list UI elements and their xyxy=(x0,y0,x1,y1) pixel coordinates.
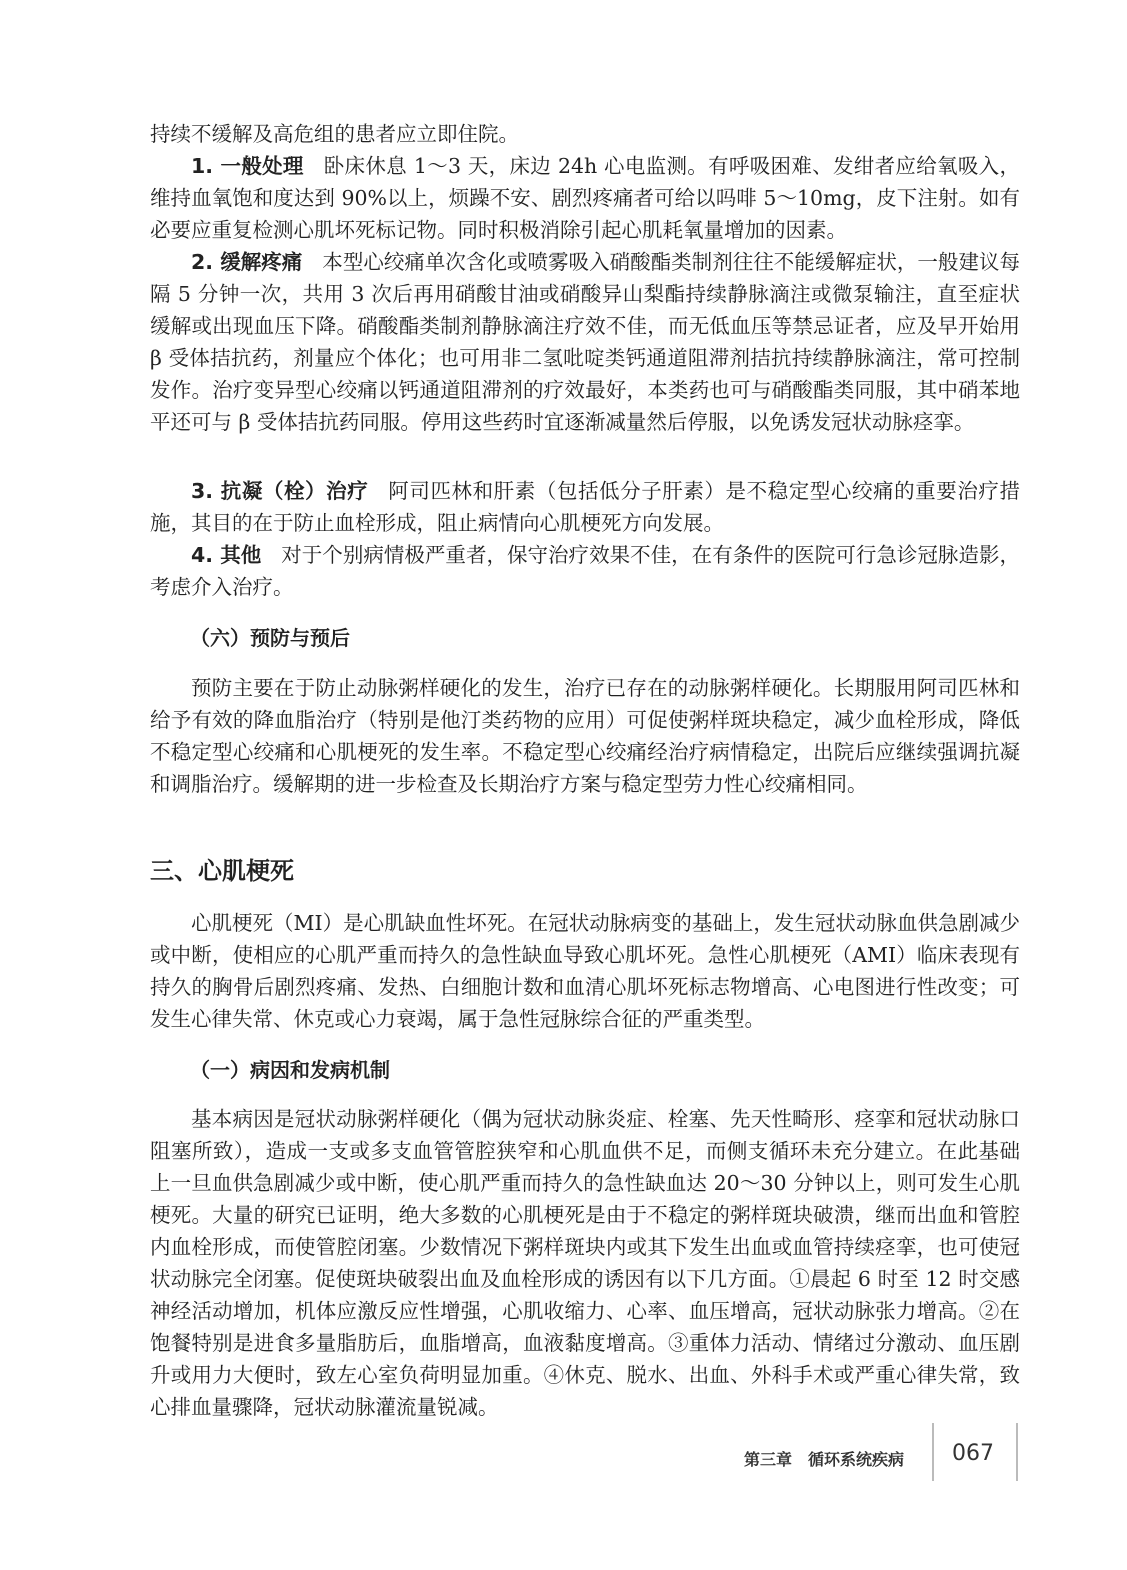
paragraph-prevention: 预防主要在于防止动脉粥样硬化的发生，治疗已存在的动脉粥样硬化。长期服用阿司匹林和给予有效的降血脂治疗（特别是他汀类药物的应用）可促使粥样斑块稳定，减少血栓形成，降低不稳定型心绞痛和心肌梗死的发生率。不稳定型心绞痛经治疗病情稳定，出院后应继续强调抗凝和调脂治疗。缓解期的进一步检查及长期治疗方案与稳定型劳力性心绞痛相同。 xyxy=(150,676,1020,796)
item-text: 本型心绞痛单次含化或喷雾吸入硝酸酯类制剂往往不能缓解症状，一般建议每隔 5 分钟一次，共用 3 次后再用硝酸甘油或硝酸异山梨酯持续静脉滴注或微泵输注，直至症状缓解或出现血压下降。硝酸酯类制剂静脉滴注疗效不佳，而无低血压等禁忌证者，应及早开始用 β 受体拮抗药，剂量应个体化；也可用非二氢吡啶类钙通道阻滞剂拮抗持续静脉滴注，常可控制发作。治疗变异型心绞痛以钙通道阻滞剂的疗效最好，本类药也可与硝酸酯类同服，其中硝苯地平还可与 β 受体拮抗药同服。停用这些药时宜逐渐减量然后停服，以免诱发冠状动脉痉挛。 xyxy=(150,250,1020,434)
item-text: 对于个别病情极严重者，保守治疗效果不佳，在有条件的医院可行急诊冠脉造影，考虑介入治疗。 xyxy=(150,543,1020,599)
footer-divider xyxy=(932,1423,934,1481)
item-title: 1. 一般处理 xyxy=(191,154,304,178)
item-general-treatment xyxy=(150,150,1020,246)
item-text: 卧床休息 1～3 天，床边 24h 心电监测。有呼吸困难、发绀者应给氧吸入，维持血氧饱和度达到 90%以上，烦躁不安、剧烈疼痛者可给以吗啡 5～10mg，皮下注射。如有必要应重复检测心肌坏死标记物。同时积极消除引起心肌耗氧量增加的因素。 xyxy=(150,154,1020,242)
paragraph-continuation: 持续不缓解及高危组的患者应立即住院。 xyxy=(150,122,519,146)
item-title: 4. 其他 xyxy=(191,543,262,567)
item-pain-relief xyxy=(150,246,1020,438)
footer-chapter-title: 第三章 循环系统疾病 xyxy=(744,1450,905,1469)
footer-divider-right xyxy=(1016,1423,1018,1481)
item-anticoagulation xyxy=(150,475,1020,539)
item-title: 3. 抗凝（栓）治疗 xyxy=(191,479,369,503)
subsection-heading-prevention: （六）预防与预后 xyxy=(190,626,350,650)
item-other xyxy=(150,539,1020,603)
paragraph-etiology: 基本病因是冠状动脉粥样硬化（偶为冠状动脉炎症、栓塞、先天性畸形、痉挛和冠状动脉口阻塞所致），造成一支或多支血管管腔狭窄和心肌血供不足，而侧支循环未充分建立。在此基础上一旦血供急剧减少或中断，使心肌严重而持久的急性缺血达 20～30 分钟以上，则可发生心肌梗死。大量的研究已证明，绝大多数的心肌梗死是由于不稳定的粥样斑块破溃，继而出血和管腔内血栓形成，而使管腔闭塞。少数情况下粥样斑块内或其下发生出血或血管持续痉挛，也可使冠状动脉完全闭塞。促使斑块破裂出血及血栓形成的诱因有以下几方面。①晨起 6 时至 12 时交感神经活动增加，机体应激反应性增强，心肌收缩力、心率、血压增高，冠状动脉张力增高。②在饱餐特别是进食多量脂肪后，血脂增高，血液黏度增高。③重体力活动、情绪过分激动、血压剧升或用力大便时，致左心室负荷明显加重。④休克、脱水、出血、外科手术或严重心律失常，致心排血量骤降，冠状动脉灌流量锐减。 xyxy=(150,1107,1020,1419)
item-text: 阿司匹林和肝素（包括低分子肝素）是不稳定型心绞痛的重要治疗措施，其目的在于防止血栓形成，阻止病情向心肌梗死方向发展。 xyxy=(150,479,1020,535)
paragraph-mi-definition: 心肌梗死（MI）是心肌缺血性坏死。在冠状动脉病变的基础上，发生冠状动脉血供急剧减少或中断，使相应的心肌严重而持久的急性缺血导致心肌坏死。急性心肌梗死（AMI）临床表现有持久的胸骨后剧烈疼痛、发热、白细胞计数和血清心肌坏死标志物增高、心电图进行性改变；可发生心律失常、休克或心力衰竭，属于急性冠脉综合征的严重类型。 xyxy=(150,911,1020,1031)
subsection-heading-etiology: （一）病因和发病机制 xyxy=(190,1058,390,1082)
item-title: 2. 缓解疼痛 xyxy=(191,250,303,274)
page-number: 067 xyxy=(952,1441,994,1466)
section-heading-mi: 三、心肌梗死 xyxy=(150,857,294,885)
